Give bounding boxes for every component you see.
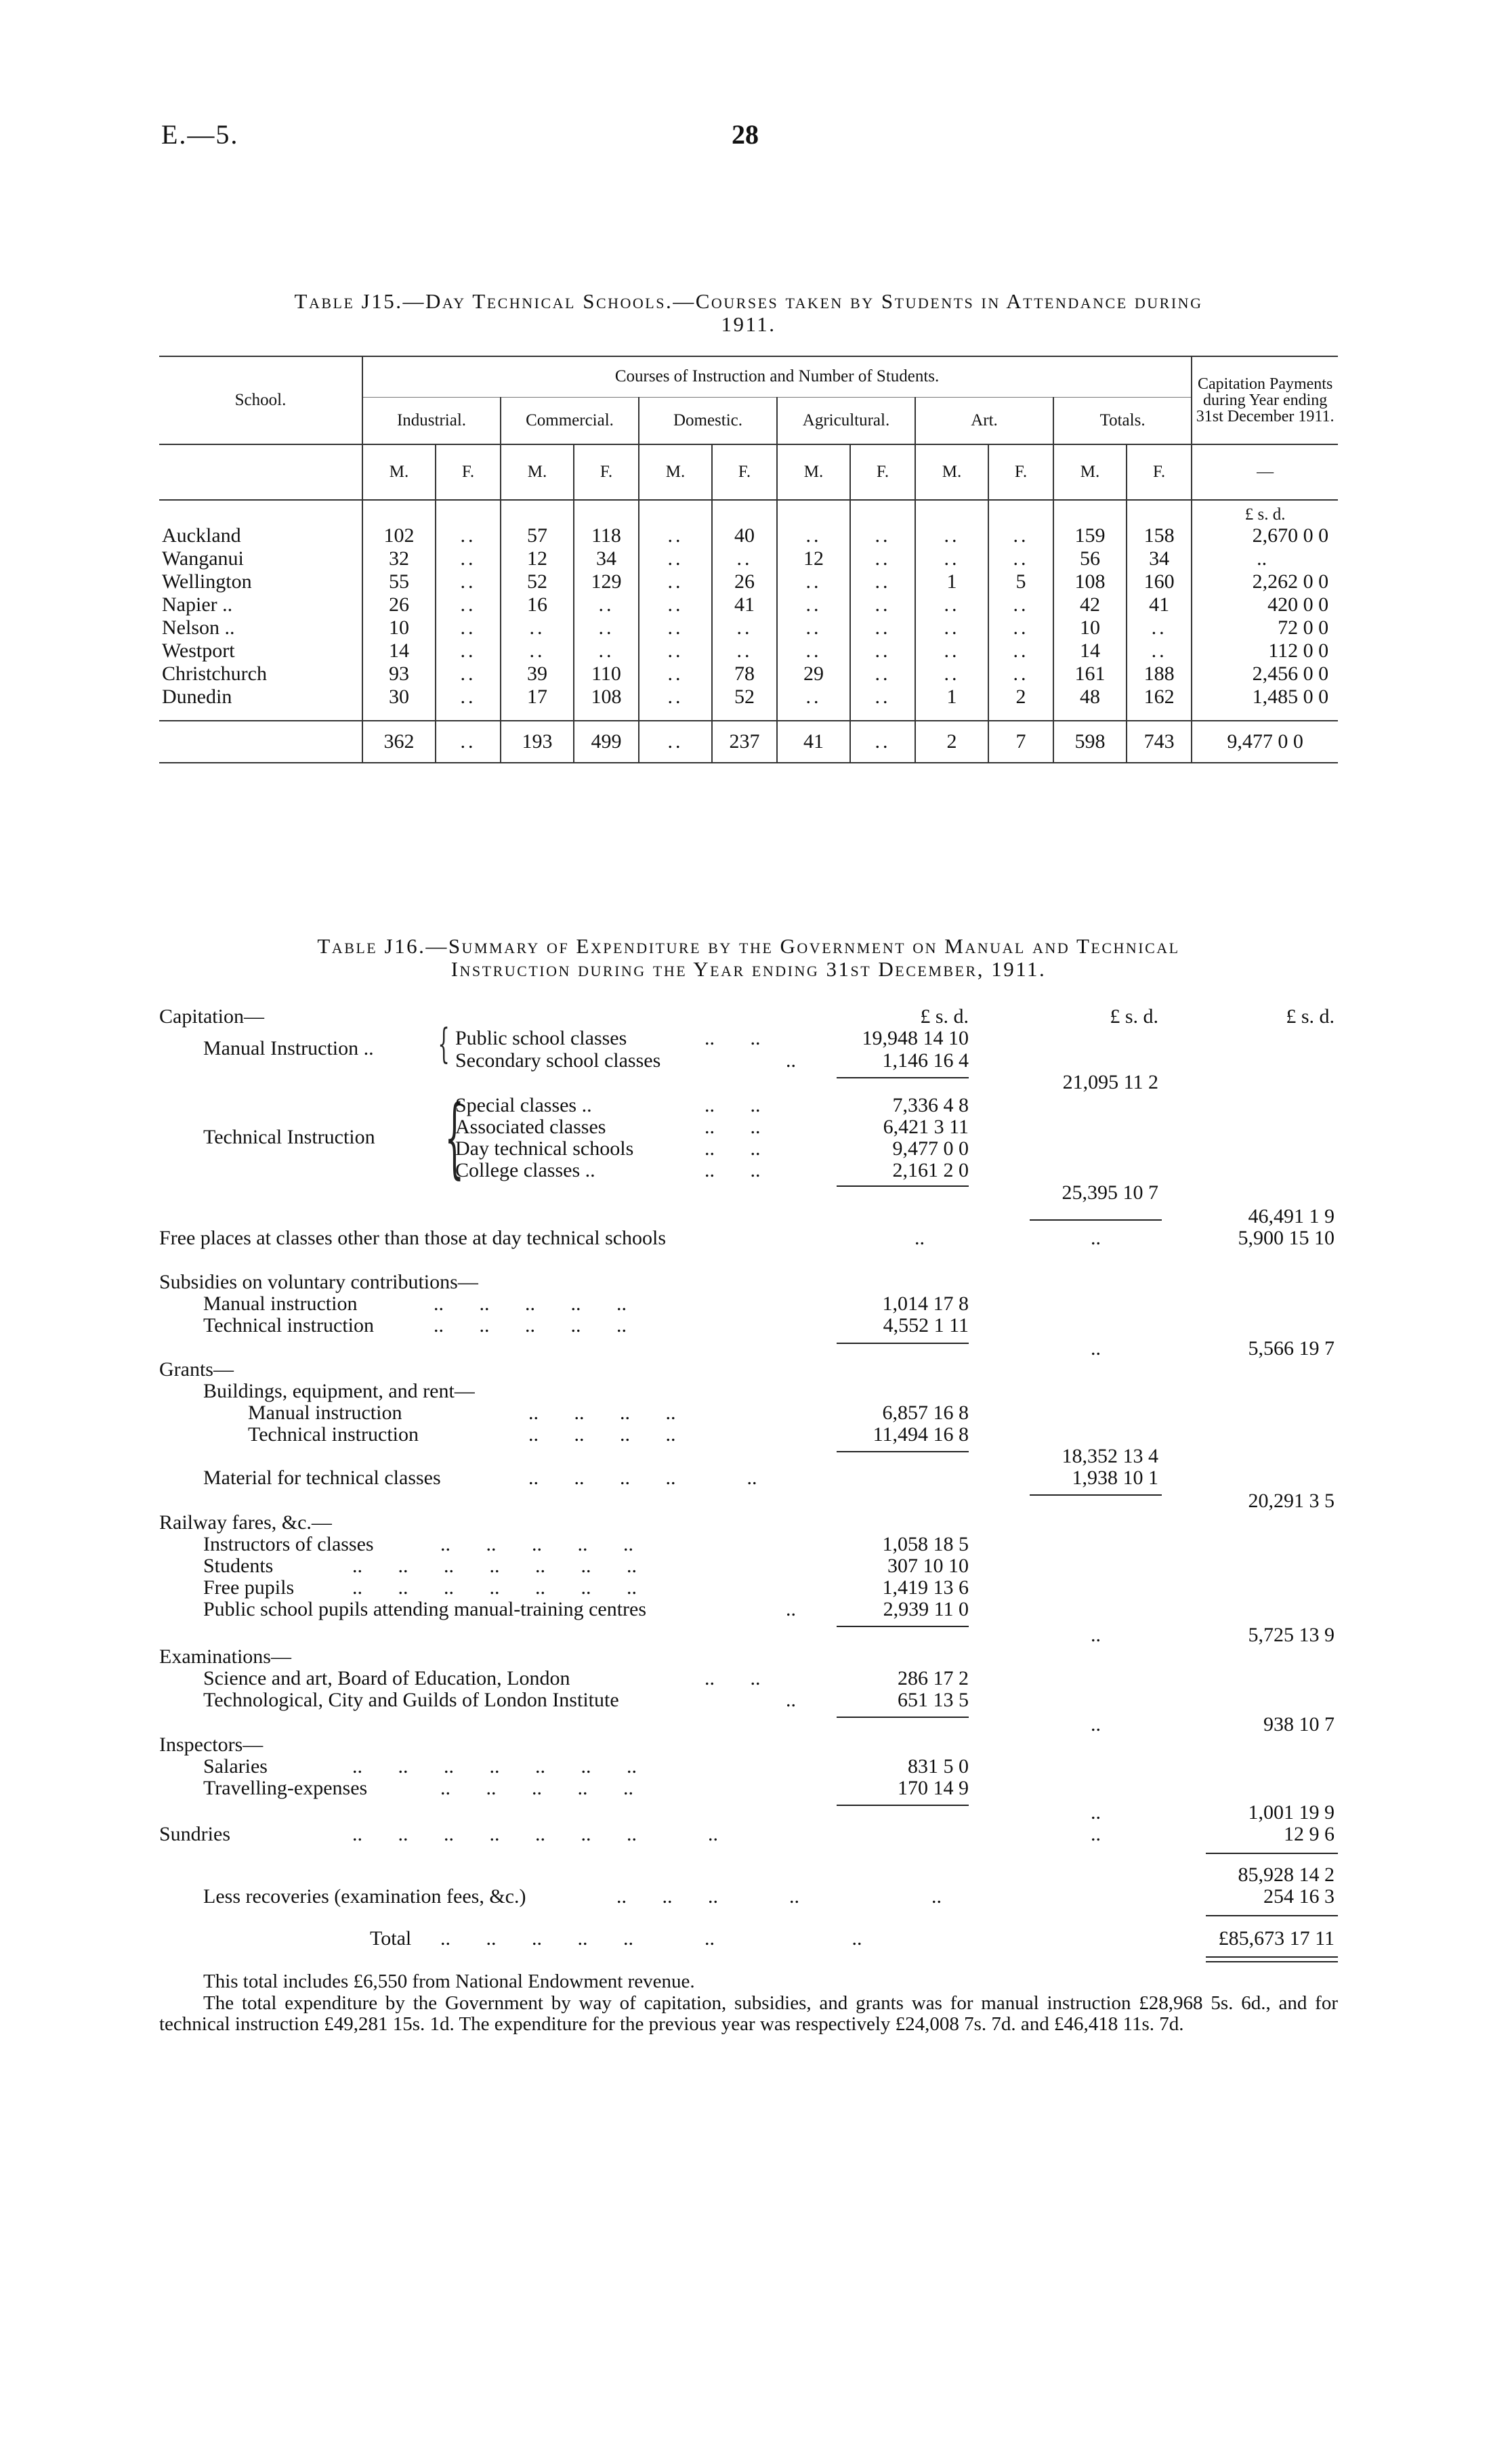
j15-cell: 188 [1127,662,1192,686]
j15-cell: 5 [988,570,1053,593]
dot-leader: .. .. [705,1667,761,1689]
j15-cell: .. [850,686,915,709]
j15-cell: .. [915,593,988,616]
j15-cell: 118 [574,524,639,547]
j15-school-name: Westport [162,639,235,662]
j15-cell: 41 [1127,593,1192,616]
j15-cell: .. [436,570,501,593]
j15-sub-f: F. [1127,444,1192,500]
j16-value: 6,857 16 8 [882,1402,969,1424]
j15-cell: .. [639,662,712,686]
j16-value: 19,948 14 10 [862,1027,969,1049]
j15-total-cell: 598 [1053,721,1127,763]
j15-sub-f: F. [712,444,777,500]
dot-leader: .. [1091,1713,1101,1736]
j15-cell: .. [639,616,712,639]
j15-total-cell: 237 [712,721,777,763]
j15-cell: .. [915,616,988,639]
dot-leader: .. [786,1049,796,1072]
j16-grand-total: £85,673 17 11 [1218,1927,1335,1950]
j15-table [159,356,1338,799]
j15-cell: .. [436,524,501,547]
j15-title [159,290,1338,336]
j15-cell: .. [501,616,574,639]
j15-cell: 57 [501,524,574,547]
dot-leader: .. .. .. .. .. [434,1314,627,1337]
j15-cell: 41 [712,593,777,616]
j15-total-cell: 2 [915,721,988,763]
j15-sub-m: M. [362,444,436,500]
j15-cell: .. [436,593,501,616]
j15-row [159,686,1338,709]
j15-cell: .. [988,616,1053,639]
j15-cell: 26 [712,570,777,593]
j15-row [159,547,1338,570]
j15-cell: .. [574,593,639,616]
j16-special-classes-label: Special classes .. [455,1094,592,1116]
j16-value: 831 5 0 [908,1755,969,1778]
dot-leader: .. .. .. .. .. .. .. [352,1755,637,1778]
j15-col-courses: Courses of Instruction and Number of Students. [362,356,1192,397]
j16-total-label: Total [370,1927,412,1950]
j15-cell: .. [574,639,639,662]
j15-cell: .. [501,639,574,662]
j16-free-pupils-label: Free pupils [203,1576,295,1599]
j16-subtotal: 18,352 13 4 [1062,1445,1158,1467]
j15-cell: 12 [777,547,850,570]
j15-cell: 16 [501,593,574,616]
j15-capitation-value: .. [1192,547,1338,570]
dot-leader: .. [786,1689,796,1711]
j15-school-name: Dunedin [162,686,232,708]
j15-cell: 10 [362,616,436,639]
j16-total: 20,291 3 5 [1248,1490,1335,1512]
j16-total: 1,001 19 9 [1248,1801,1335,1824]
dot-leader: .. .. .. .. .. [616,1885,942,1908]
j16-material-label: Material for technical classes [203,1467,441,1489]
j16-total: 5,900 15 10 [1238,1227,1335,1249]
j15-total-cell: 499 [574,721,639,763]
j15-title-line2: 1911. [721,312,776,336]
j15-cell: .. [574,616,639,639]
j16-value: 11,494 16 8 [873,1423,969,1446]
j16-note-2: The total expenditure by the Government by way of capitation, subsidies, and grants was for manual instruction £28,968 5s. 6d., and for technical instruction £49,281 15s. 1d. The expenditure for the previous year was respectively £24,008 7s. 7d. and £46,418 11s. 7d. [159,1992,1338,2035]
j16-total: 46,491 1 9 [1248,1205,1335,1227]
j15-cell: 17 [501,686,574,709]
j16-value: 6,421 3 11 [883,1116,969,1138]
j15-total-cap: 9,477 0 0 [1192,721,1338,763]
j15-cell: 129 [574,570,639,593]
j16-total: 5,566 19 7 [1248,1337,1335,1360]
j15-cell: 10 [1053,616,1127,639]
j15-cell: 110 [574,662,639,686]
j15-cell: .. [850,662,915,686]
dot-leader: .. .. [705,1159,761,1181]
j16-value: 1,146 16 4 [882,1049,969,1072]
j16-grants-label: Grants— [159,1358,234,1381]
j15-total-cell: 362 [362,721,436,763]
dot-leader: .. .. .. .. .. .. .. [440,1927,862,1950]
j15-cell: .. [777,570,850,593]
j15-cell: .. [777,639,850,662]
j15-group-totals: Totals. [1053,397,1192,444]
j15-group-art: Art. [915,397,1053,444]
j15-cell: .. [988,547,1053,570]
dot-leader: .. .. [705,1137,761,1160]
j15-currency-head: £ s. d. [1192,500,1338,524]
j15-cell: .. [1127,639,1192,662]
j15-cell: 1 [915,570,988,593]
j15-cell: 102 [362,524,436,547]
j16-public-school-label: Public school classes [455,1027,627,1049]
j15-cell: .. [712,639,777,662]
dot-leader: .. .. .. .. [528,1423,676,1446]
j15-group-agricultural: Agricultural. [777,397,915,444]
dot-leader: .. [786,1598,796,1620]
j15-cell: .. [850,547,915,570]
j15-capitation-value: 1,485 0 0 [1192,686,1338,709]
j16-total: 938 10 7 [1263,1713,1335,1736]
j15-cell: .. [850,593,915,616]
j16-value: 1,058 18 5 [882,1533,969,1555]
j15-cell: .. [436,547,501,570]
j15-cell: 14 [1053,639,1127,662]
j15-cell: .. [777,616,850,639]
j15-cell: 159 [1053,524,1127,547]
j15-cell: 29 [777,662,850,686]
dot-leader: .. [1091,1801,1101,1824]
j15-cell: .. [436,639,501,662]
j15-sub-m: M. [777,444,850,500]
j16-title [159,935,1338,981]
j15-cell: .. [639,639,712,662]
j15-school-name: Napier .. [162,593,233,616]
j15-cell: 93 [362,662,436,686]
j16-title-line1: Table J16.—Summary of Expenditure by the Government on Manual and Technical [317,934,1180,958]
j15-cell: .. [639,593,712,616]
j15-cell: .. [639,570,712,593]
j15-cell: .. [915,547,988,570]
j16-value: 2,161 2 0 [892,1159,969,1181]
j15-cell: .. [639,547,712,570]
j16-sub-technical-label: Technical instruction [203,1314,374,1337]
j15-cell: .. [850,639,915,662]
j16-g-technical-label: Technical instruction [248,1423,419,1446]
j16-currency-head-2: £ s. d. [1110,1005,1158,1028]
j15-sub-f: F. [988,444,1053,500]
j15-sub-m: M. [915,444,988,500]
j16-currency-head-3: £ s. d. [1286,1005,1335,1028]
j15-capitation-value: 2,262 0 0 [1192,570,1338,593]
j15-cell: 78 [712,662,777,686]
j15-total-cell: .. [850,721,915,763]
j15-cell: 2 [988,686,1053,709]
dot-leader: .. [915,1227,925,1249]
j15-col-capitation: Capitation Payments during Year ending 31st December 1911. [1192,356,1338,444]
dot-leader: .. .. [705,1116,761,1138]
j15-row [159,593,1338,616]
j15-total-cell: 743 [1127,721,1192,763]
j15-cell: 1 [915,686,988,709]
dot-leader: .. .. [705,1094,761,1116]
j15-cell: .. [1127,616,1192,639]
j15-sub-m: M. [1053,444,1127,500]
j15-cell: .. [850,524,915,547]
j15-cell: 55 [362,570,436,593]
j15-cell: .. [915,639,988,662]
dot-leader: .. .. .. .. .. [440,1777,633,1799]
j16-value: 7,336 4 8 [892,1094,969,1116]
j15-cell: 52 [712,686,777,709]
j15-cell: .. [850,570,915,593]
j16-value: 9,477 0 0 [892,1137,969,1160]
j15-col-school: School. [159,356,362,444]
j16-instructors-label: Instructors of classes [203,1533,374,1555]
j16-sub-manual-label: Manual instruction [203,1292,358,1315]
j15-cell: 12 [501,547,574,570]
j16-college-classes-label: College classes .. [455,1159,595,1181]
j15-cell: .. [436,662,501,686]
j15-cell: 52 [501,570,574,593]
j16-inspectors-label: Inspectors— [159,1733,264,1756]
document-code: E.—5. [161,119,239,150]
j16-value: 254 16 3 [1263,1885,1335,1908]
j15-cell: .. [915,524,988,547]
j15-cell: 108 [574,686,639,709]
j16-value: 2,939 11 0 [883,1598,969,1620]
j15-group-industrial: Industrial. [362,397,501,444]
j15-cell: .. [639,524,712,547]
j15-group-commercial: Commercial. [501,397,639,444]
brace-icon: { [438,1020,450,1068]
dot-leader: .. .. .. .. .. [528,1467,757,1489]
j15-cell: .. [915,662,988,686]
j16-salaries-label: Salaries [203,1755,268,1778]
j15-row [159,662,1338,686]
j16-students-label: Students [203,1555,274,1577]
j15-sub-f: F. [436,444,501,500]
j15-cell: 161 [1053,662,1127,686]
j15-group-domestic: Domestic. [639,397,777,444]
j15-cell: 34 [1127,547,1192,570]
dot-leader: .. .. [705,1027,761,1049]
j15-cell: .. [988,593,1053,616]
j15-cell: .. [712,616,777,639]
j15-cell: 34 [574,547,639,570]
j15-cell: .. [777,593,850,616]
j16-travelling-label: Travelling-expenses [203,1777,368,1799]
j15-cell: .. [436,686,501,709]
dot-leader: .. [1091,1227,1101,1249]
j15-total-cell: 7 [988,721,1053,763]
j16-subtotal: 21,095 11 2 [1062,1071,1158,1093]
j15-sub-m: M. [501,444,574,500]
j16-gross-total: 85,928 14 2 [1238,1864,1335,1886]
j15-sub-f: F. [574,444,639,500]
j15-cell: .. [712,547,777,570]
j15-school-name: Wanganui [162,547,244,570]
j15-row [159,524,1338,547]
j15-total-cell: 41 [777,721,850,763]
j15-total-cell: .. [639,721,712,763]
dot-leader: .. [1091,1823,1101,1845]
j16-public-pupils-label: Public school pupils attending manual-training centres [203,1598,647,1620]
j16-sundries-label: Sundries [159,1823,230,1845]
j15-capitation-value: 2,670 0 0 [1192,524,1338,547]
j15-totals-row [159,721,1338,763]
page-number: 28 [732,119,759,150]
j15-cell: 48 [1053,686,1127,709]
j16-capitation-label: Capitation— [159,1005,264,1028]
brace-icon: { [444,1087,464,1188]
j15-capitation-value: 2,456 0 0 [1192,662,1338,686]
j15-cell: .. [988,662,1053,686]
j16-subsidies-label: Subsidies on voluntary contributions— [159,1271,478,1293]
dot-leader: .. .. .. .. .. [440,1533,633,1555]
j15-school-name: Nelson .. [162,616,235,639]
j16-examinations-label: Examinations— [159,1645,291,1668]
j15-cap-dash: — [1192,444,1338,500]
j15-title-line1: Table J15.—Day Technical Schools.—Courses taken by Students in Attendance during [294,289,1203,313]
j15-cell: .. [639,686,712,709]
j15-row [159,616,1338,639]
j15-school-name: Christchurch [162,662,267,685]
j15-cell: 39 [501,662,574,686]
j16-subtotal: 25,395 10 7 [1062,1181,1158,1204]
dot-leader: .. [1091,1337,1101,1360]
j15-row [159,570,1338,593]
j16-secondary-school-label: Secondary school classes [455,1049,661,1072]
dot-leader: .. [1091,1624,1101,1646]
j15-cell: 32 [362,547,436,570]
j15-subheader-row [159,444,1338,500]
j16-value: 170 14 9 [898,1777,969,1799]
j16-science-label: Science and art, Board of Education, London [203,1667,570,1689]
j15-cell: 42 [1053,593,1127,616]
j15-total-cell: .. [436,721,501,763]
j15-cell: 162 [1127,686,1192,709]
j15-total-cell: 193 [501,721,574,763]
j15-cell: 26 [362,593,436,616]
j15-cell: .. [988,524,1053,547]
j16-currency-head-1: £ s. d. [920,1005,969,1028]
j15-cell: .. [777,524,850,547]
j16-total: 12 9 6 [1284,1823,1335,1845]
j15-sub-f: F. [850,444,915,500]
j16-value: 307 10 10 [887,1555,969,1577]
j16-associated-classes-label: Associated classes [455,1116,606,1138]
dot-leader: .. .. .. .. .. .. .. [352,1555,637,1577]
j16-city-guilds-label: Technological, City and Guilds of London Institute [203,1689,619,1711]
j15-cell: 158 [1127,524,1192,547]
dot-leader: .. .. .. .. .. .. .. [352,1576,637,1599]
j16-value: 4,552 1 11 [883,1314,969,1337]
j16-value: 1,419 13 6 [882,1576,969,1599]
j15-capitation-value: 112 0 0 [1192,639,1338,662]
j15-cell: 30 [362,686,436,709]
dot-leader: .. .. .. .. .. .. .. .. [352,1823,718,1845]
j15-capitation-value: 420 0 0 [1192,593,1338,616]
j16-title-line2: Instruction during the Year ending 31st December, 1911. [450,957,1047,981]
j16-railway-label: Railway fares, &c.— [159,1511,332,1534]
j15-cell: 56 [1053,547,1127,570]
j15-school-name: Auckland [162,524,241,547]
j16-note-1: This total includes £6,550 from National Endowment revenue. [203,1971,695,1992]
j16-total: 5,725 13 9 [1248,1624,1335,1646]
j16-less-recoveries-label: Less recoveries (examination fees, &c.) [203,1885,526,1908]
j16-buildings-label: Buildings, equipment, and rent— [203,1380,475,1402]
j15-cell: 40 [712,524,777,547]
j16-day-technical-label: Day technical schools [455,1137,634,1160]
j15-sub-m: M. [639,444,712,500]
j16-free-places-label: Free places at classes other than those at day technical schools [159,1227,667,1249]
dot-leader: .. .. .. .. [528,1402,676,1424]
j15-cell: 14 [362,639,436,662]
j16-value: 1,014 17 8 [882,1292,969,1315]
j16-subtotal: 1,938 10 1 [1072,1467,1158,1489]
j15-cell: .. [777,686,850,709]
j15-cell: 160 [1127,570,1192,593]
j16-technical-instruction-label: Technical Instruction [203,1126,375,1148]
j15-cell: .. [850,616,915,639]
j16-value: 286 17 2 [898,1667,969,1689]
j15-cell: 108 [1053,570,1127,593]
j15-capitation-value: 72 0 0 [1192,616,1338,639]
j16-g-manual-label: Manual instruction [248,1402,402,1424]
j15-cell: .. [988,639,1053,662]
j16-value: 651 13 5 [898,1689,969,1711]
j15-cell: .. [436,616,501,639]
dot-leader: .. .. .. .. .. [434,1292,627,1315]
j15-school-name: Wellington [162,570,252,593]
j16-manual-instruction-label: Manual Instruction .. [203,1037,374,1059]
j15-row [159,639,1338,662]
